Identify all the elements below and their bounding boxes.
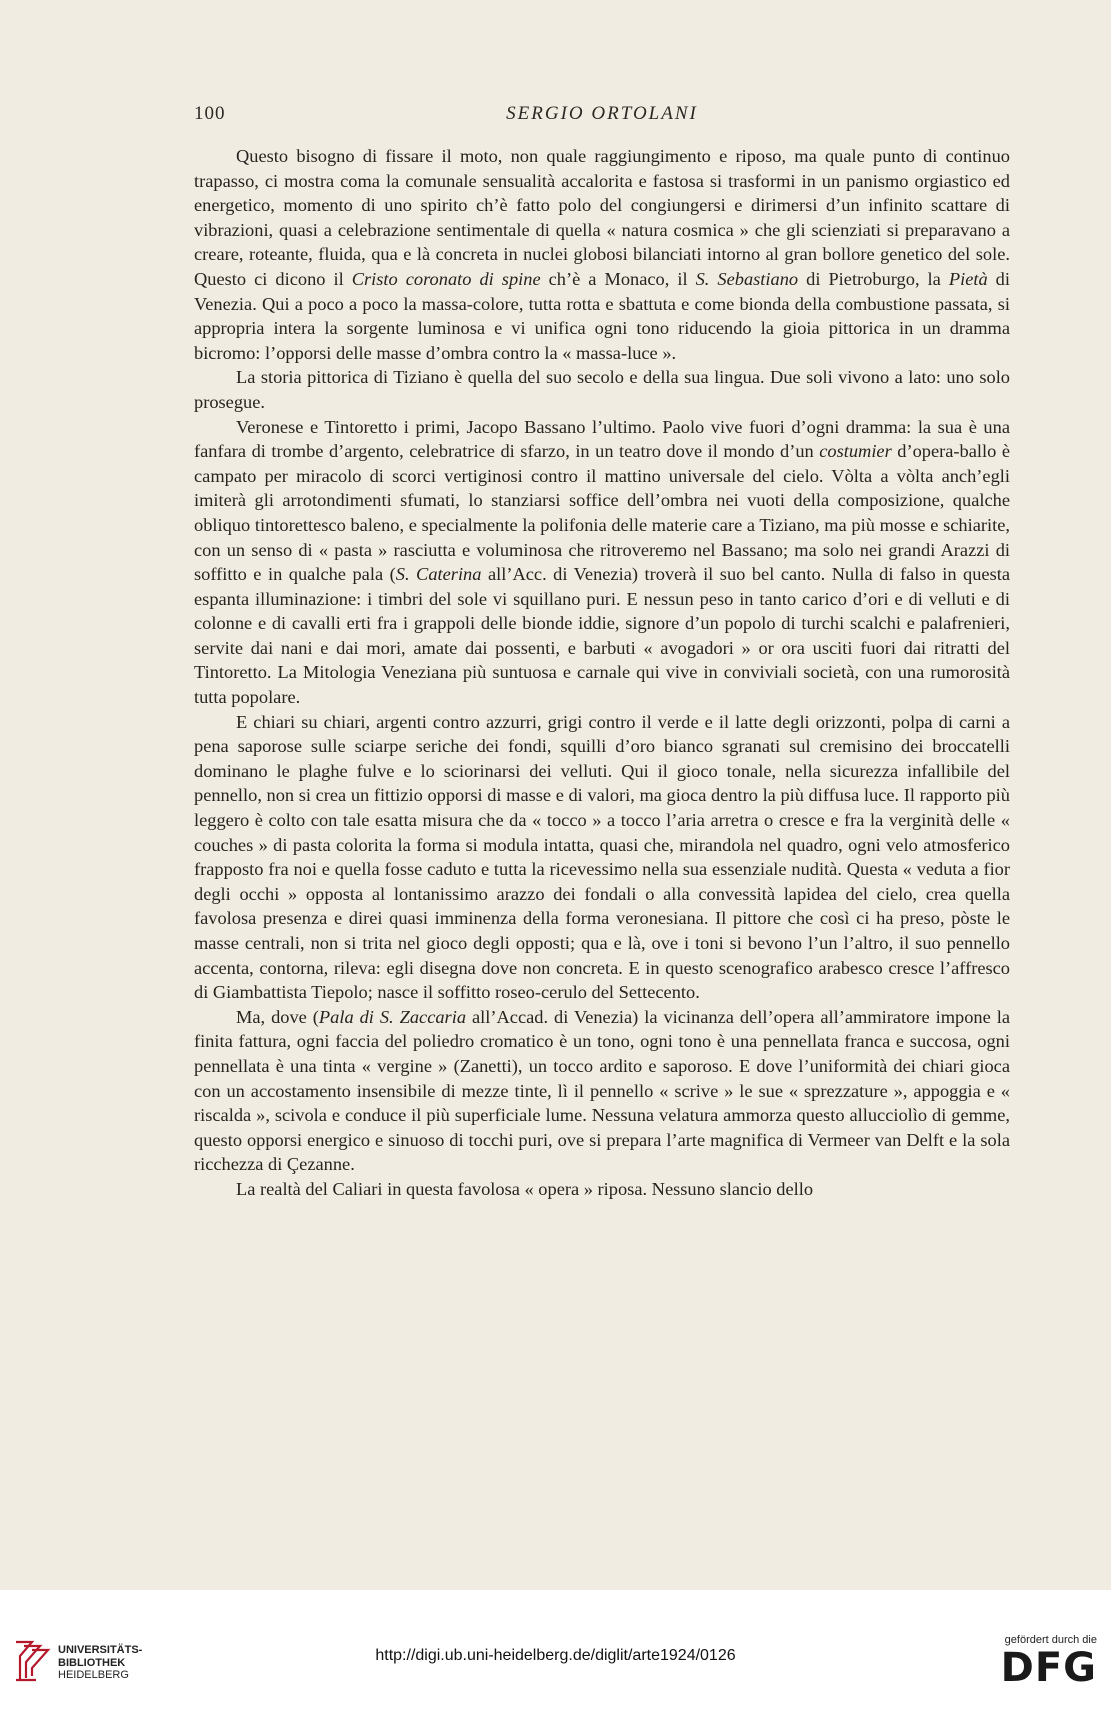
paragraph-3: Veronese e Tintoretto i primi, Jacopo Bassano l’ultimo. Paolo vive fuori d’ogni dramma: la sua è una fanfara di trombe d’argento, celebratrice di sfarzo, in un teatro dove il mondo d’un costumier d’opera-ballo è campato per miracolo di scorci vertiginosi contro il mattino universale del cielo. Vòlta a vòlta anch’egli imiterà gli arrotondimenti sfumati, lo stanziarsi soffice dell’ombra nei vuoti della composizione, qualche obliquo tintorettesco baleno, e specialmente la polifonia delle materie care a Tiziano, ma più mosse e schiarite, con un senso di « pasta » rasciutta e voluminosa che ritroveremo nel Bassano; ma solo nei grandi Arazzi di soffitto e in qualche pala (S. Caterina all’Acc. di Venezia) troverà il suo bel canto. Nulla di falso in questa espanta illuminazione: i timbri del sole vi squillano puri. E nessun peso in tanto carico d’ori e di velluti e di colonne e di cavalli erti fra i grappoli delle bionde iddie, signore d’un popolo di turchi scalchi e palafrenieri, servite dai nani e dai mori, amate dai possenti, e barbuti « avogadori » or ora usciti fuori dai ritratti del Tintoretto. La Mitologia Veneziana più suntuosa e carnale qui vive in conviviali società, con una rumorosità tutta popolare. [194, 416, 1011, 708]
funding-note: gefördert durch die [1004, 1634, 1097, 1646]
paragraph-5: Ma, dove (Pala di S. Zaccaria all’Accad. di Venezia) la vicinanza dell’opera all’ammiratore impone la finita fattura, ogni faccia del poliedro cromatico è un tono, ogni tono è una pennellata franca e succosa, ogni pennellata è una tinta « vergine » (Zanetti), un tocco ardito e saporoso. E dove l’uniformità dei chiari gioca con un accostamento insensibile di mezze tinte, lì il pennello « scrive » le sue « sprezzature », appoggia e « riscalda », scivola e conduce il più superficiale lume. Nessuna velatura ammorza questo allucciolìo di gemme, questo opporsi energico e sinuoso di tocchi puri, ove si prepara l’arte magnifica di Vermeer van Delft e la sola ricchezza di Çezanne. [194, 1006, 1010, 1175]
running-title-author: SERGIO ORTOLANI [506, 103, 698, 124]
paragraph-6: La realtà del Caliari in questa favolosa « opera » riposa. Nessuno slancio dello [236, 1178, 814, 1199]
paragraph-4: E chiari su chiari, argenti contro azzurri, grigi contro il verde e il latte degli orizzonti, polpa di carni a pena saporose sulle sciarpe seriche dei fondi, squilli d’oro bianco sgranati sul cremisino dei broccatelli dominano le plaghe fulve e lo sciorinarsi dei velluti. Qui il gioco tonale, nella sicurezza infallibile del pennello, non si crea un fittizio opporsi di masse e di valori, ma gioca dentro la più diffusa luce. Il rapporto più leggero è colto con tale esatta misura che da « tocco » a tocco l’aria arretra o cresce e fra la verginità delle « couches » di pasta colorita la forma si modula intatta, quasi che, mirandola nel quadro, ogni velo atmosferico frapposto fra noi e quella fosse caduto e tutta la ricevessimo nella sua essenziale nudità. Questa « veduta a fior degli occhi » opposta al lontanissimo arazzo dei fondali o alla convessità lapidea del cielo, crea quella favolosa presenza e direi quasi imminenza della forma veronesiana. Il pittore che così ci ha preso, pòste le masse centrali, non si trita nel gioco degli opposti; qua e là, ove i toni si bevono l’un l’altro, il suo pennello accenta, contorna, rileva: egli disegna dove non concreta. E in questo scenografico arabesco cresce l’affresco di Giambattista Tiepolo; nasce il soffitto roseo-cerulo del Settecento. [194, 711, 1010, 1003]
paragraph-2: La storia pittorica di Tiziano è quella del suo secolo e della sua lingua. Due soli vivono a lato: uno solo prosegue. [194, 367, 1010, 412]
page-number: 100 [194, 103, 226, 124]
dfg-logo: DFG [1000, 1645, 1097, 1691]
library-name-line-1: UNIVERSITÄTS- [58, 1644, 143, 1656]
running-head [194, 103, 1010, 133]
permalink-url[interactable]: http://digi.ub.uni-heidelberg.de/diglit/arte1924/0126 [375, 1647, 736, 1664]
library-name-line-3: HEIDELBERG [58, 1669, 129, 1681]
funder-logo [977, 1634, 1097, 1702]
library-name-line-2: BIBLIOTHEK [58, 1656, 126, 1669]
digitization-footer [0, 1590, 1111, 1712]
paragraph-1: Questo bisogno di fissare il moto, non quale raggiungimento e riposo, ma quale punto di continuo trapasso, ci mostra coma la comunale sensualità accalorita e fastosa si trasformi in un panismo orgiastico ed energetico, momento di uno spirito ch’è fatto polo del congiungersi e dirimersi d’un infinito scattare di vibrazioni, quasi a celebrazione sentimentale di quella « natura cosmica » che gli scienziati si preparavano a creare, roteante, fluida, qua e là concreta in nuclei globosi bilanciati intorno al gran bollore genetico del sole. Questo ci dicono il Cristo coronato di spine ch’è a Monaco, il S. Sebastiano di Pietroburgo, la Pietà di Venezia. Qui a poco a poco la massa-colore, tutta rotta e sbattuta e come bionda della combustione passata, si appropria intera la sorgente luminosa e vi unifica ogni tono riducendo la gioia pittorica in un dramma bicromo: l’opporsi delle masse d’ombra contro la « massa-luce ». [194, 146, 1010, 363]
body-text [194, 144, 1010, 1202]
